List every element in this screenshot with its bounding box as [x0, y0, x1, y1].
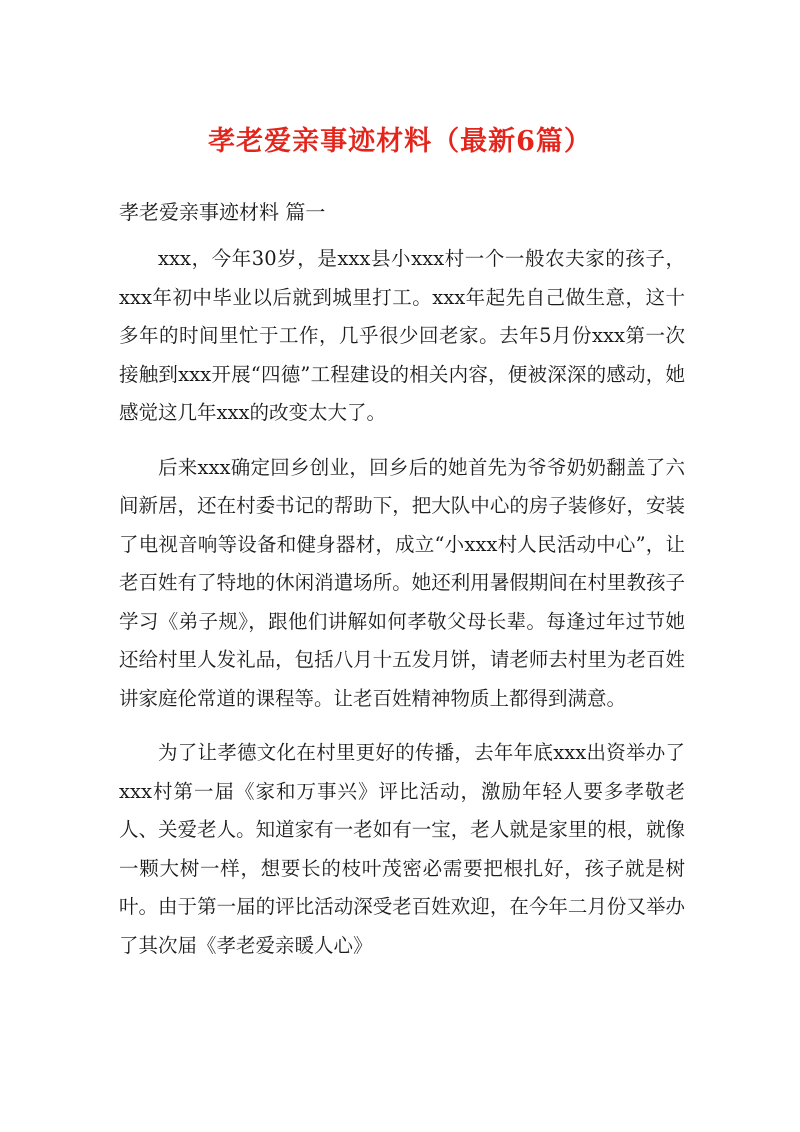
body-paragraph: xxx，今年30岁，是xxx县小xxx村一个一般农夫家的孩子，xxx年初中毕业以后就到城里打工。xxx年起先自己做生意，这十多年的时间里忙于工作，几乎很少回老家。去年5月份xxx第一次接触到xxx开展“四德”工程建设的相关内容，便被深深的感动，她感觉这几年xxx的改变太大了。 [119, 247, 685, 424]
body-paragraph: 为了让孝德文化在村里更好的传播，去年年底xxx出资举办了xxx村第一届《家和万事兴》评比活动，激励年轻人要多孝敬老人、关爱老人。知道家有一老如有一宝，老人就是家里的根，就像一颗大树一样，想要长的枝叶茂密必需要把根扎好，孩子就是树叶。由于第一届的评比活动深受老百姓欢迎，在今年二月份又举办了其次届《孝老爱亲暖人心》 [119, 741, 685, 957]
section-heading: 孝老爱亲事迹材料 篇一 [119, 200, 326, 224]
document-title: 孝老爱亲事迹材料（最新6篇） [208, 126, 592, 157]
body-paragraph: 后来xxx确定回乡创业，回乡后的她首先为爷爷奶奶翻盖了六间新居，还在村委书记的帮助下，把大队中心的房子装修好，安装了电视音响等设备和健身器材，成立“小xxx村人民活动中心”，让老百姓有了特地的休闲消遣场所。她还利用暑假期间在村里教孩子学习《弟子规》，跟他们讲解如何孝敬父母长辈。每逢过年过节她还给村里人发礼品，包括八月十五发月饼，请老师去村里为老百姓讲家庭伦常道的课程等。让老百姓精神物质上都得到满意。 [119, 455, 685, 710]
document-body [119, 240, 685, 981]
